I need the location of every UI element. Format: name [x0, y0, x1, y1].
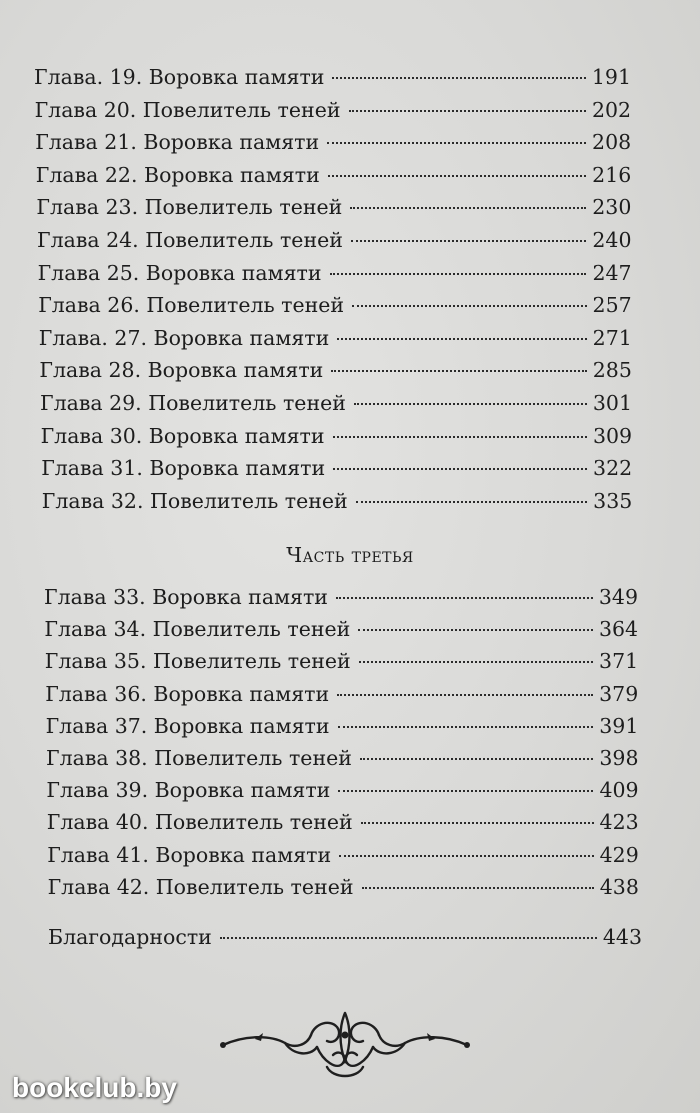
toc-entry-title: Глава 21. Воровка памяти: [35, 130, 320, 155]
toc-entry-title: Глава 29. Повелитель теней: [40, 391, 346, 415]
toc-entry-page-number: 271: [592, 325, 632, 350]
toc-entry-page-number: 364: [598, 617, 639, 642]
toc-entry-title: Глава. 19. Воровка памяти: [34, 65, 325, 89]
toc-entry: [48, 872, 639, 902]
toc-entry: [46, 711, 639, 741]
toc-entry-page-number: 208: [592, 130, 632, 155]
toc-entry-page-number: 443: [602, 925, 642, 949]
toc-entry-title: Глава 28. Воровка памяти: [39, 358, 324, 383]
watermark-text: bookclub.by: [12, 1072, 177, 1103]
dot-leader: [328, 175, 586, 177]
dot-leader: [336, 597, 593, 599]
toc-entry-page-number: 240: [592, 228, 632, 252]
toc-entry: [35, 95, 632, 125]
dot-leader: [220, 937, 597, 939]
dot-leader: [354, 403, 587, 405]
toc-entry-page-number: 257: [592, 293, 632, 318]
toc-entry-page-number: 309: [592, 423, 633, 448]
part-three-heading: Часть третья: [286, 543, 414, 567]
toc-entry-page-number: 391: [599, 713, 639, 738]
toc-entry-title: Благодарности: [48, 925, 212, 949]
toc-entry-title: Глава 25. Воровка памяти: [37, 260, 322, 285]
toc-entry: [45, 646, 638, 676]
toc-entry: [42, 486, 633, 516]
toc-entry: [44, 582, 638, 612]
toc-entry: [41, 421, 633, 451]
toc-entry-page-number: 216: [592, 162, 632, 187]
dot-leader: [349, 110, 586, 112]
toc-entry-title: Глава 35. Повелитель теней: [44, 649, 351, 674]
dot-leader: [327, 142, 586, 144]
toc-entry-title: Глава 26. Повелитель теней: [38, 293, 345, 318]
dot-leader: [358, 629, 593, 631]
dot-leader: [331, 370, 586, 372]
toc-entry-page-number: 438: [599, 874, 639, 899]
toc-entry-title: Глава 38. Повелитель теней: [46, 746, 352, 770]
toc-entry-title: Глава 33. Воровка памяти: [44, 585, 328, 609]
toc-entry: [39, 355, 632, 385]
toc-entry-title: Глава 39. Воровка памяти: [46, 778, 331, 803]
toc-entry-title: Глава 31. Воровка памяти: [41, 456, 326, 481]
toc-entry: [46, 775, 638, 805]
toc-entry-page-number: 230: [592, 195, 632, 220]
toc-entry: [47, 807, 639, 837]
toc-entry: [39, 323, 632, 353]
toc-entry-page-number: 322: [593, 456, 633, 481]
toc-entry-page-number: 423: [599, 810, 639, 835]
dot-leader: [339, 855, 594, 857]
toc-entry: [45, 679, 638, 709]
dot-leader: [361, 822, 594, 824]
dot-leader: [359, 661, 593, 663]
flourish-ornament-icon: [215, 1005, 475, 1085]
toc-entry-title: Глава 36. Воровка памяти: [45, 681, 330, 706]
toc-entry-title: Глава. 27. Воровка памяти: [38, 325, 330, 350]
toc-entry-acknowledgements: [48, 922, 642, 952]
toc-entry-page-number: 285: [592, 358, 632, 383]
dot-leader: [337, 338, 586, 340]
toc-entry: [36, 192, 631, 222]
toc-entry: [34, 62, 631, 92]
dot-leader: [362, 887, 594, 889]
toc-entry: [41, 453, 632, 483]
toc-entry-page-number: 301: [592, 391, 632, 415]
toc-entry: [47, 840, 639, 870]
toc-entry-page-number: 335: [593, 488, 633, 513]
toc-entry-title: Глава 30. Воровка памяти: [40, 423, 325, 448]
dot-leader: [338, 790, 593, 792]
toc-entry-page-number: 379: [599, 681, 639, 706]
toc-entry: [40, 388, 632, 418]
dot-leader: [330, 273, 587, 275]
toc-entry: [38, 290, 632, 320]
toc-entry-page-number: 371: [599, 649, 639, 674]
toc-entry-page-number: 409: [599, 778, 639, 803]
toc-entry-title: Глава 40. Повелитель теней: [46, 810, 353, 835]
toc-entry: [36, 160, 632, 190]
toc-entry-page-number: 349: [598, 585, 638, 609]
toc-entry-title: Глава 24. Повелитель теней: [37, 228, 343, 252]
dot-leader: [360, 758, 593, 760]
toc-entry-title: Глава 34. Повелитель теней: [44, 617, 351, 642]
toc-entry: [37, 225, 632, 255]
toc-entry-title: Глава 23. Повелитель теней: [36, 195, 343, 220]
toc-entry-page-number: 398: [599, 746, 639, 770]
toc-entry: [44, 614, 638, 644]
toc-entry-page-number: 191: [591, 65, 631, 89]
toc-entry-title: Глава 41. Воровка памяти: [47, 842, 332, 867]
toc-entry-title: Глава 32. Повелитель теней: [41, 488, 348, 513]
toc-entry-title: Глава 20. Повелитель теней: [34, 97, 341, 122]
toc-entry: [35, 127, 631, 157]
toc-entry-title: Глава 22. Воровка памяти: [35, 162, 320, 187]
toc-entry-title: Глава 42. Повелитель теней: [47, 874, 354, 899]
dot-leader: [352, 305, 586, 307]
dot-leader: [332, 77, 585, 79]
dot-leader: [333, 468, 587, 470]
toc-entry-title: Глава 37. Воровка памяти: [45, 713, 330, 738]
dot-leader: [338, 726, 594, 728]
toc-entry-page-number: 429: [599, 842, 639, 867]
toc-entry-page-number: 202: [591, 97, 632, 122]
dot-leader: [337, 694, 593, 696]
dot-leader: [333, 436, 587, 438]
dot-leader: [356, 501, 587, 503]
dot-leader: [351, 240, 586, 242]
toc-entry-page-number: 247: [592, 260, 632, 285]
toc-entry: [38, 258, 632, 288]
toc-entry: [46, 743, 639, 773]
dot-leader: [350, 207, 586, 209]
